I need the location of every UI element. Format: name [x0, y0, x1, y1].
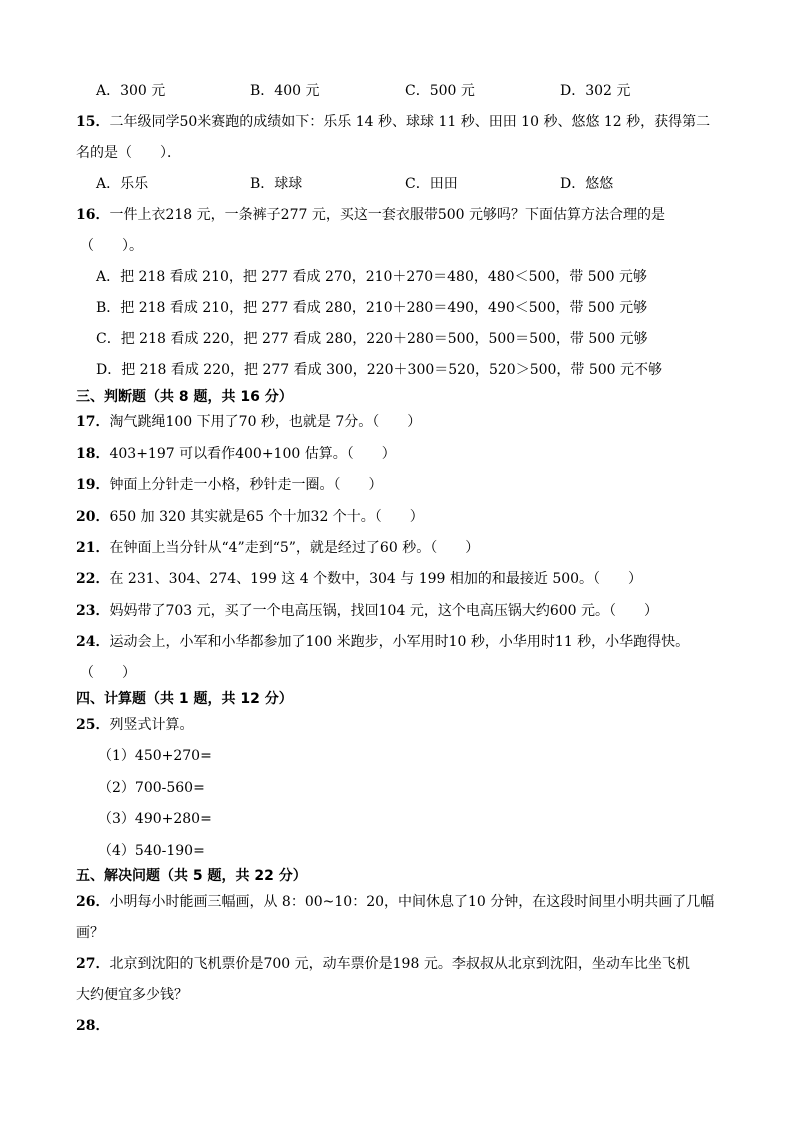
question-text: 妈妈带了703 元，买了一个电高压锅，找回104 元，这个电高压锅大约600 元。（ ）: [109, 603, 658, 619]
question-number: 24．: [76, 634, 110, 650]
question-text: 运动会上，小军和小华都参加了100 米跑步，小军用时10 秒，小华用时11 秒，小华跑得快。: [109, 634, 690, 650]
question-23: [76, 601, 658, 621]
question-24: [76, 632, 689, 652]
section-heading-calc: 四、计算题（共 1 题，共 12 分）: [76, 691, 293, 707]
question-17: [76, 412, 421, 432]
question-28: [76, 1016, 109, 1036]
question-15-line2: 名的是（ ）．: [76, 145, 181, 161]
question-16-line2: （ ）。: [80, 238, 143, 254]
question-text: 钟面上分针走一小格，秒针走一圈。（ ）: [109, 477, 383, 493]
question-number: 25．: [76, 717, 110, 733]
q25-item-4: （4）540-190=: [98, 843, 205, 859]
question-number: 16．: [76, 207, 110, 223]
q14-option-a: A．300 元: [96, 83, 166, 99]
question-text: 在钟面上当分针从“4”走到“5”，就是经过了60 秒。（ ）: [109, 540, 480, 556]
question-text: 一件上衣218 元，一条裤子277 元，买这一套衣服带500 元够吗？下面估算方法合理的是: [109, 207, 665, 223]
question-number: 22．: [76, 571, 110, 587]
q14-option-c: C．500 元: [405, 83, 475, 99]
q14-option-b: B．400 元: [250, 83, 320, 99]
question-number: 26．: [76, 894, 110, 910]
question-text: 北京到沈阳的飞机票价是700 元，动车票价是198 元。李叔叔从北京到沈阳，坐动车比坐飞机: [109, 956, 690, 972]
question-text: 二年级同学50米赛跑的成绩如下：乐乐 14 秒、球球 11 秒、田田 10 秒、悠悠 12 秒，获得第二: [109, 114, 711, 130]
q15-option-c: C．田田: [405, 176, 458, 192]
q25-item-3: （3）490+280=: [98, 811, 212, 827]
question-21: [76, 538, 479, 558]
question-text: 650 加 320 其实就是65 个十加32 个十。（ ）: [109, 509, 424, 525]
q16-option-b: B．把 218 看成 210，把 277 看成 280，210＋280＝490，490＜500，带 500 元够: [96, 300, 648, 316]
question-26: [76, 892, 714, 912]
question-27: [76, 954, 690, 974]
question-19: [76, 475, 382, 495]
question-number: 21．: [76, 540, 110, 556]
question-16: [76, 205, 665, 225]
q15-option-a: A．乐乐: [96, 176, 149, 192]
question-number: 19．: [76, 477, 110, 493]
q15-option-b: B．球球: [250, 176, 303, 192]
question-number: 17．: [76, 414, 110, 430]
question-22: [76, 569, 642, 589]
question-text: 403+197 可以看作400+100 估算。（ ）: [109, 446, 396, 462]
question-24-line2: （ ）: [80, 665, 136, 681]
q16-option-a: A．把 218 看成 210，把 277 看成 270，210＋270＝480，480＜500，带 500 元够: [96, 269, 647, 285]
question-number: 18．: [76, 446, 110, 462]
question-27-line2: 大约便宜多少钱？: [76, 987, 188, 1003]
question-number: 23．: [76, 603, 110, 619]
q25-item-1: （1）450+270=: [98, 748, 212, 764]
question-15: [76, 112, 710, 132]
question-number: 28．: [76, 1018, 110, 1034]
q14-option-d: D．302 元: [560, 83, 631, 99]
question-text: 列竖式计算。: [109, 717, 194, 733]
question-text: 小明每小时能画三幅画，从 8：00~10：20，中间休息了10 分钟，在这段时间里小明共画了几幅: [109, 894, 715, 910]
section-heading-solve: 五、解决问题（共 5 题，共 22 分）: [76, 868, 307, 884]
question-18: [76, 444, 396, 464]
question-20: [76, 507, 424, 527]
question-number: 27．: [76, 956, 110, 972]
q16-option-c: C．把 218 看成 220，把 277 看成 280，220＋280＝500，500＝500，带 500 元够: [96, 331, 648, 347]
q16-option-d: D．把 218 看成 220，把 277 看成 300，220＋300＝520，520＞500，带 500 元不够: [96, 362, 663, 378]
question-number: 15．: [76, 114, 110, 130]
q25-item-2: （2）700-560=: [98, 780, 205, 796]
question-number: 20．: [76, 509, 110, 525]
question-text: 在 231、304、274、199 这 4 个数中，304 与 199 相加的和最接近 500。（ ）: [109, 571, 643, 587]
question-25: [76, 715, 193, 735]
question-text: 淘气跳绳100 下用了70 秒，也就是 7分。（ ）: [109, 414, 422, 430]
question-26-line2: 画？: [76, 925, 104, 941]
section-heading-judge: 三、判断题（共 8 题，共 16 分）: [76, 389, 293, 405]
q15-option-d: D．悠悠: [560, 176, 614, 192]
